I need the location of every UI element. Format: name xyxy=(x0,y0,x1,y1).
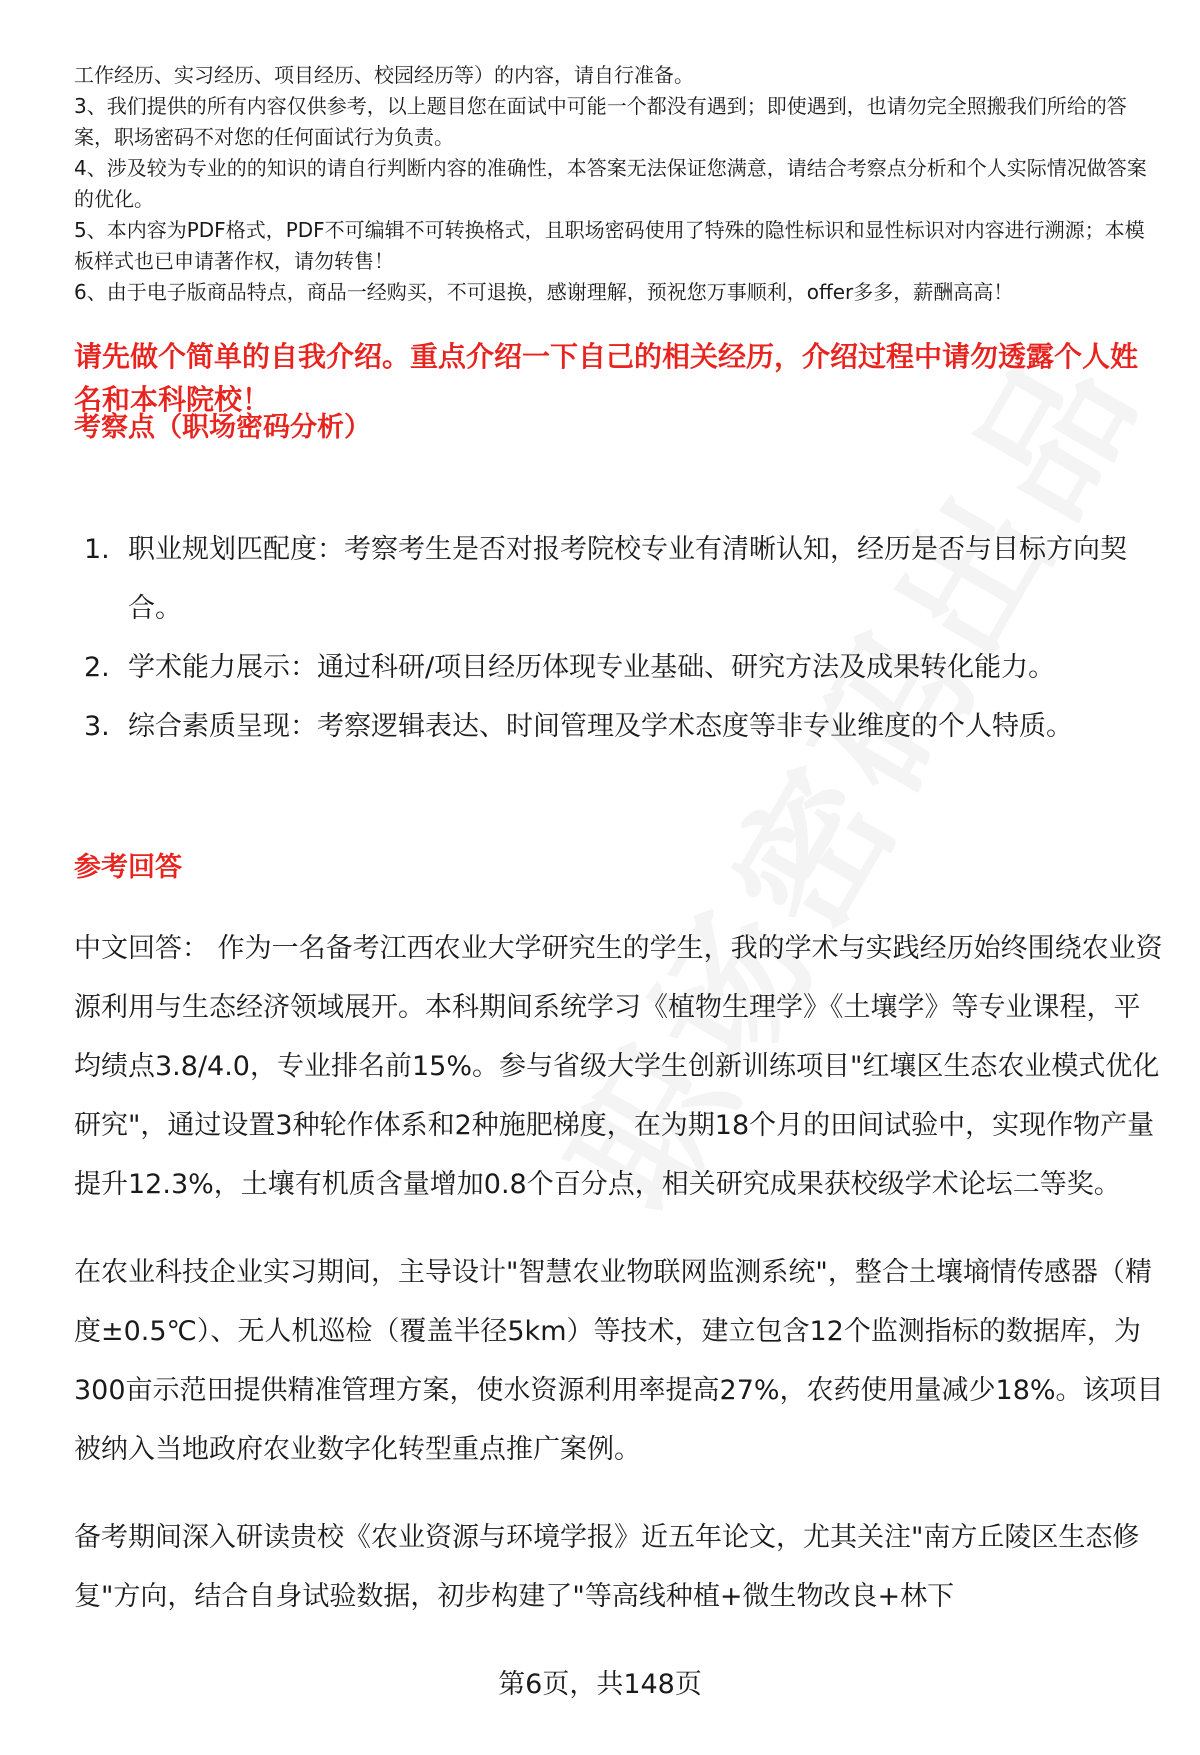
answer-paragraph: 备考期间深入研读贵校《农业资源与环境学报》近五年论文，尤其关注"南方丘陵区生态修复"方向，结合自身试验数据，初步构建了"等高线种植+微生物改良+林下 xyxy=(74,1522,1140,1612)
page-number: 第6页，共148页 xyxy=(498,1669,702,1700)
point-text: 综合素质呈现：考察逻辑表达、时间管理及学术态度等非专业维度的个人特质。 xyxy=(128,711,1073,742)
note-line: 工作经历、实习经历、项目经历、校园经历等）的内容，请自行准备。 xyxy=(74,63,694,87)
reference-heading: 参考回答 xyxy=(74,852,182,883)
interview-question: 请先做个简单的自我介绍。重点介绍一下自己的相关经历，介绍过程中请勿透露个人姓名和本科院校！ xyxy=(74,340,1139,416)
point-text: 职业规划匹配度：考察考生是否对报考院校专业有清晰认知，经历是否与目标方向契合。 xyxy=(128,534,1127,624)
analysis-heading: 考察点（职场密码分析） xyxy=(74,412,371,443)
analysis-point xyxy=(74,697,1154,756)
analysis-point xyxy=(74,520,1154,638)
reference-answer xyxy=(74,919,1164,1655)
point-number: 2. xyxy=(84,652,110,683)
note-line: 4、涉及较为专业的的知识的请自行判断内容的准确性，本答案无法保证您满意，请结合考察点分析和个人实际情况做答案的优化。 xyxy=(74,156,1147,211)
analysis-point xyxy=(74,638,1154,697)
point-number: 1. xyxy=(84,534,110,565)
answer-paragraph: 中文回答： 作为一名备考江西农业大学研究生的学生，我的学术与实践经历始终围绕农业资源利用与生态经济领域展开。本科期间系统学习《植物生理学》《土壤学》等专业课程，平均绩点3.8/4.0，专业排名前15%。参与省级大学生创新训练项目"红壤区生态农业模式优化研究"，通过设置3种轮作体系和2种施肥梯度，在为期18个月的田间试验中，实现作物产量提升12.3%，土壤有机质含量增加0.8个百分点，相关研究成果获校级学术论坛二等奖。 xyxy=(74,933,1163,1200)
point-number: 3. xyxy=(84,711,110,742)
answer-paragraph: 在农业科技企业实习期间，主导设计"智慧农业物联网监测系统"，整合土壤墒情传感器（精度±0.5℃）、无人机巡检（覆盖半径5km）等技术，建立包含12个监测指标的数据库，为300亩示范田提供精准管理方案，使水资源利用率提高27%，农药使用量减少18%。该项目被纳入当地政府农业数字化转型重点推广案例。 xyxy=(74,1257,1164,1465)
note-line: 6、由于电子版商品特点，商品一经购买，不可退换，感谢理解，预祝您万事顺利，offer多多，薪酬高高！ xyxy=(74,280,1014,304)
note-line: 5、本内容为PDF格式，PDF不可编辑不可转换格式，且职场密码使用了特殊的隐性标识和显性标识对内容进行溯源；本模板样式也已申请著作权，请勿转售！ xyxy=(74,218,1145,273)
point-text: 学术能力展示：通过科研/项目经历体现专业基础、研究方法及成果转化能力。 xyxy=(128,652,1056,683)
notes-block xyxy=(74,60,1164,308)
analysis-points xyxy=(74,520,1154,756)
note-line: 3、我们提供的所有内容仅供参考，以上题目您在面试中可能一个都没有遇到；即使遇到，也请勿完全照搬我们所给的答案，职场密码不对您的任何面试行为负责。 xyxy=(74,94,1127,149)
